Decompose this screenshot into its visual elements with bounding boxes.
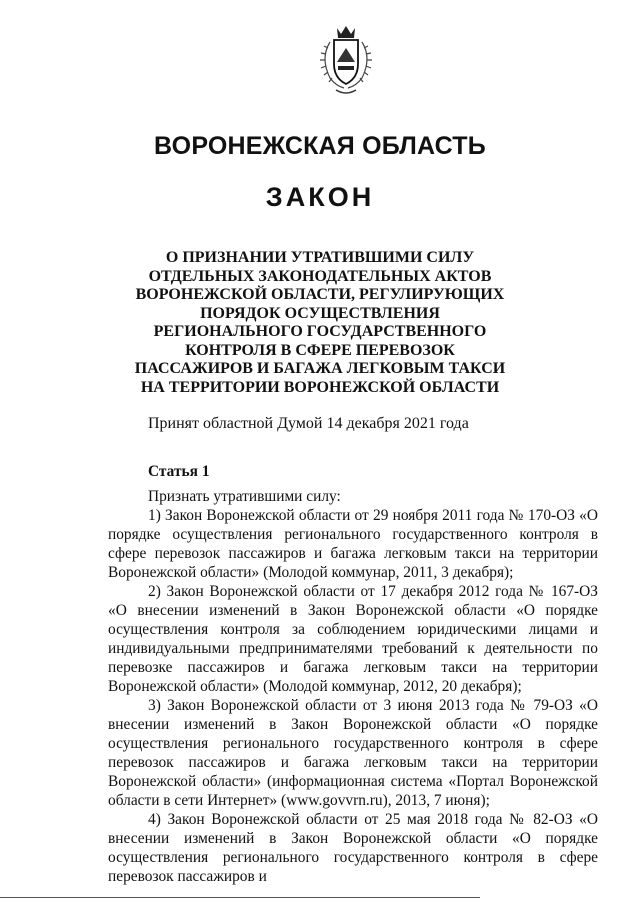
- subject-line: НА ТЕРРИТОРИИ ВОРОНЕЖСКОЙ ОБЛАСТИ: [140, 378, 500, 396]
- article-item: 4) Закон Воронежской области от 25 мая 2018 года № 82-ОЗ «О внесении изменений в Закон Воронежской области «О порядке осуществления регионального государственного контроля в сфере перевозок пассажиров и: [108, 811, 598, 885]
- article-body: [108, 462, 598, 886]
- coat-of-arms-emblem-icon: [310, 22, 382, 98]
- region-title: ВОРОНЕЖСКАЯ ОБЛАСТЬ: [154, 132, 486, 160]
- article-intro: Признать утратившими силу:: [148, 488, 341, 505]
- article-item: 1) Закон Воронежской области от 29 ноября 2011 года № 170-ОЗ «О порядке осуществления регионального государственного контроля в сфере перевозок пассажиров и багажа легковым такси на территории Воронежской области» (Молодой коммунар, 2011, 3 декабря);: [108, 507, 598, 581]
- article-item: 3) Закон Воронежской области от 3 июня 2013 года № 79-ОЗ «О внесении изменений в Закон Воронежской области «О порядке осуществления регионального государственного контроля в сфере перевозок пассажиров и багажа легковым такси на территории Воронежской области» (информационная система «Портал Воронежской области в сети Интернет» (www.govvrn.ru), 2013, 7 июня);: [108, 697, 598, 809]
- law-subject-title: [90, 249, 550, 397]
- subject-line: КОНТРОЛЯ В СФЕРЕ ПЕРЕВОЗОК: [185, 341, 455, 359]
- subject-line: ПОРЯДОК ОСУЩЕСТВЛЕНИЯ: [200, 304, 440, 322]
- subject-line: ОТДЕЛЬНЫХ ЗАКОНОДАТЕЛЬНЫХ АКТОВ: [148, 267, 492, 285]
- subject-line: РЕГИОНАЛЬНОГО ГОСУДАРСТВЕННОГО: [153, 323, 487, 340]
- subject-line: О ПРИЗНАНИИ УТРАТИВШИМИ СИЛУ: [165, 249, 475, 266]
- article-item: 2) Закон Воронежской области от 17 декабря 2012 года № 167-ОЗ «О внесении изменений в Закон Воронежской области «О порядке осуществления контроля за соблюдением юридическими лицами и индивидуальными предпринимателями требований к деятельности по перевозке пассажиров и багажа легковым такси на территории Воронежской области» (Молодой коммунар, 2012, 20 декабря);: [108, 583, 598, 695]
- adoption-date: Принят областной Думой 14 декабря 2021 года: [148, 415, 469, 432]
- document-type-title: ЗАКОН: [265, 182, 375, 212]
- page-footer-divider: [0, 897, 480, 898]
- subject-line: ВОРОНЕЖСКОЙ ОБЛАСТИ, РЕГУЛИРУЮЩИХ: [135, 286, 505, 303]
- article-heading: Статья 1: [148, 463, 210, 480]
- subject-line: ПАССАЖИРОВ И БАГАЖА ЛЕГКОВЫМ ТАКСИ: [134, 360, 506, 377]
